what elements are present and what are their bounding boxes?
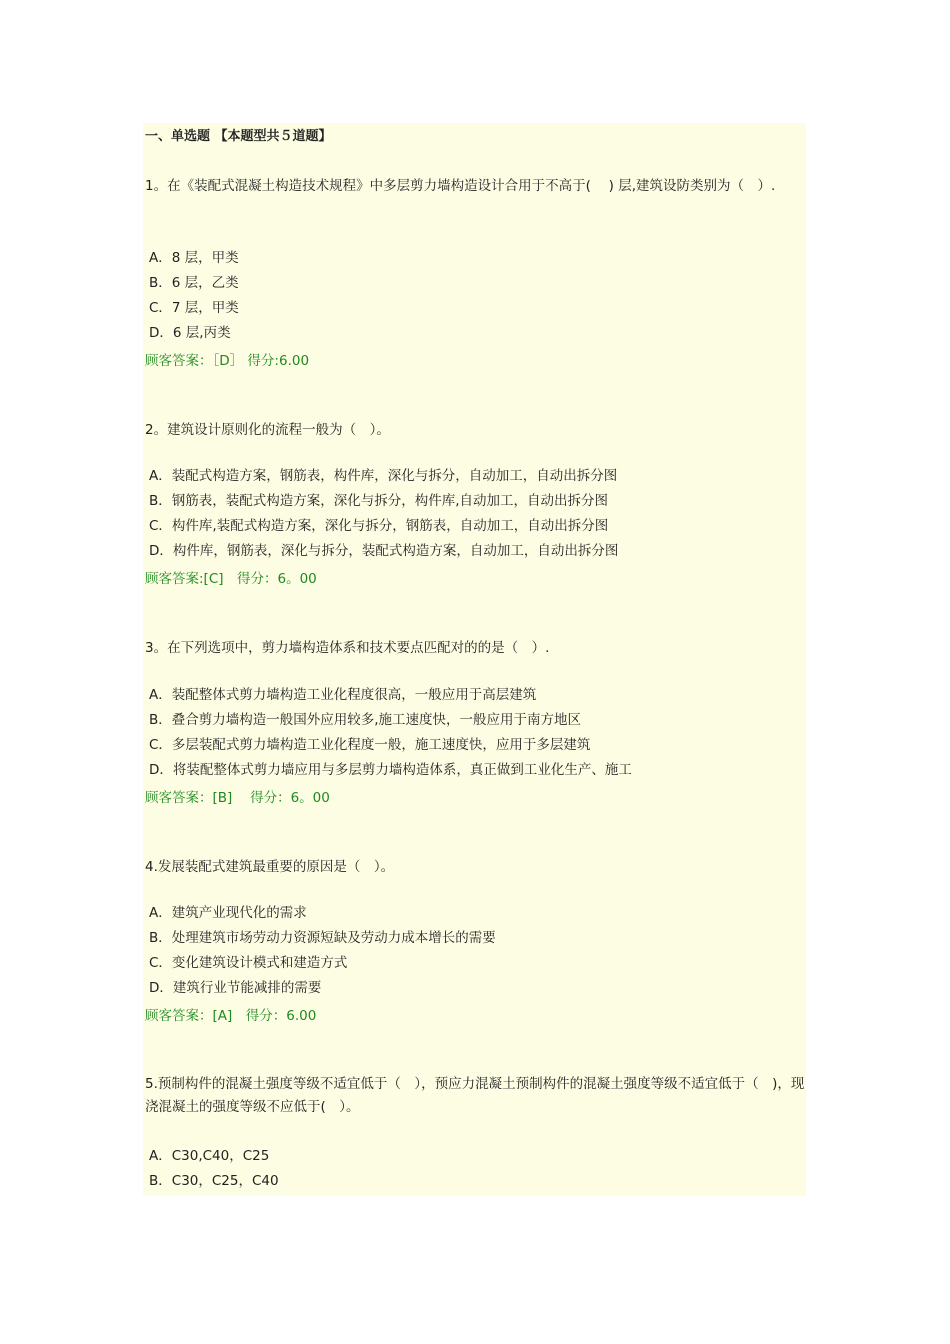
question-5-stem: 5.预制构件的混凝土强度等级不适宜低于（ ），预应力混凝土预制构件的混凝土强度等级不适宜低于（ )，现浇混凝土的强度等级不应低于( ）。 [145, 1076, 805, 1115]
question-3-answer: 顾客答案：[B] 得分：6。00 [145, 790, 330, 806]
document-panel [143, 123, 806, 1196]
question-1-answer: 顾客答案：［D］ 得分:6.00 [145, 353, 310, 369]
question-5-option-b: B．C30，C25，C40 [149, 1173, 279, 1189]
question-1-option-d: D．6 层,丙类 [149, 325, 231, 341]
question-4-option-c: C．变化建筑设计模式和建造方式 [149, 955, 348, 971]
question-1-option-c: C．7 层，甲类 [149, 300, 239, 316]
question-3-option-a: A．装配整体式剪力墙构造工业化程度很高，一般应用于高层建筑 [149, 687, 537, 703]
question-2-stem: 2。建筑设计原则化的流程一般为（ ）。 [145, 422, 390, 438]
question-4-stem: 4.发展装配式建筑最重要的原因是（ ）。 [145, 859, 395, 875]
question-1-stem: 1。在《装配式混凝土构造技术规程》中多层剪力墙构造设计合用于不高于( ) 层,建筑设防类别为（ ）. [145, 178, 776, 194]
question-2-option-d: D．构件库，钢筋表，深化与拆分，装配式构造方案，自动加工，自动出拆分图 [149, 543, 619, 559]
question-1-option-a: A．8 层，甲类 [149, 250, 239, 266]
section-title: 一、单选题 【本题型共５道题】 [145, 129, 332, 144]
question-4-option-a: A．建筑产业现代化的需求 [149, 905, 307, 921]
question-2-option-c: C．构件库,装配式构造方案，深化与拆分，钢筋表，自动加工，自动出拆分图 [149, 518, 609, 534]
question-3-stem: 3。在下列选项中，剪力墙构造体系和技术要点匹配对的的是（ ）. [145, 640, 550, 656]
question-4-option-d: D．建筑行业节能减排的需要 [149, 980, 322, 996]
question-2-option-b: B．钢筋表，装配式构造方案，深化与拆分，构件库,自动加工，自动出拆分图 [149, 493, 609, 509]
question-4-option-b: B．处理建筑市场劳动力资源短缺及劳动力成本增长的需要 [149, 930, 496, 946]
question-5-option-a: A．C30,C40，C25 [149, 1148, 270, 1164]
question-3-option-d: D．将装配整体式剪力墙应用与多层剪力墙构造体系，真正做到工业化生产、施工 [149, 762, 632, 778]
question-4-answer: 顾客答案：[A] 得分：6.00 [145, 1008, 317, 1024]
question-1-option-b: B．6 层，乙类 [149, 275, 239, 291]
question-2-option-a: A．装配式构造方案，钢筋表，构件库，深化与拆分，自动加工，自动出拆分图 [149, 468, 618, 484]
question-3-option-c: C．多层装配式剪力墙构造工业化程度一般，施工速度快，应用于多层建筑 [149, 737, 591, 753]
question-3-option-b: B．叠合剪力墙构造一般国外应用较多,施工速度快，一般应用于南方地区 [149, 712, 582, 728]
question-2-answer: 顾客答案:[C] 得分：6。00 [145, 571, 317, 587]
